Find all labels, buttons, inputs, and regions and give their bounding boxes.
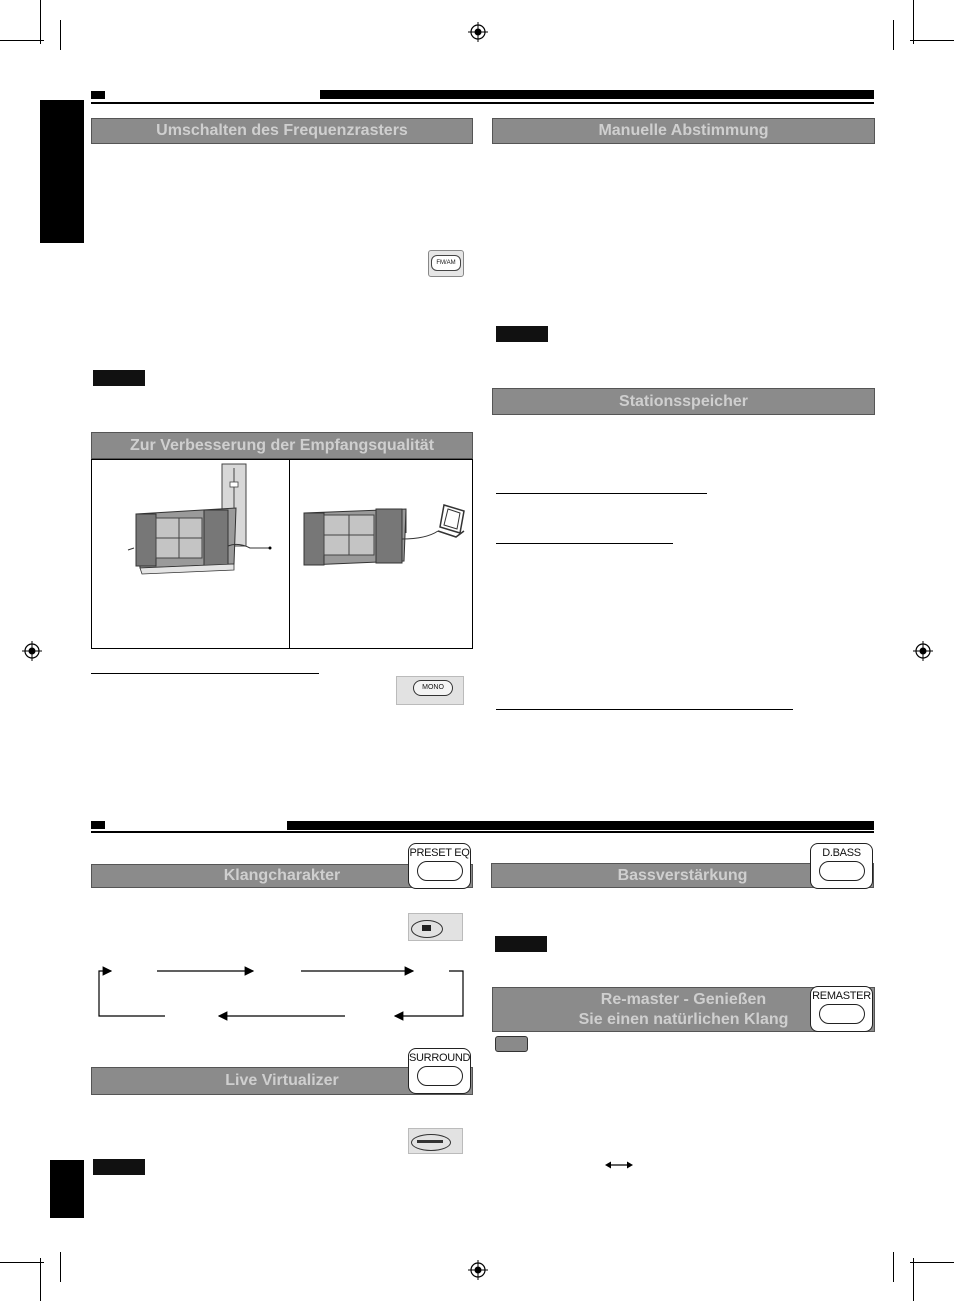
remaster-badge (495, 1036, 528, 1052)
note-badge-live (93, 1159, 145, 1175)
reception-quality-title-text: Zur Verbesserung der Empfangsqualität (129, 436, 435, 454)
eq-indicator (422, 925, 431, 931)
bottom-section-header-rule-thin (91, 831, 874, 833)
registration-mark-left (22, 641, 42, 661)
remaster-title-line1: Re-master - Genießen (600, 990, 767, 1008)
reception-step-underline (91, 673, 319, 674)
remaster-button-label: REMASTER (812, 990, 871, 1002)
surround-button[interactable] (408, 1048, 471, 1094)
station-memory-title-text: Stationsspeicher (619, 392, 748, 410)
remaster-button[interactable] (810, 986, 873, 1032)
remaster-button-key (819, 1004, 865, 1024)
surround-display (408, 1128, 463, 1154)
section-header-rule-thick (320, 90, 874, 99)
language-side-tab (40, 100, 84, 243)
preset-eq-button-key (417, 861, 463, 881)
note-badge-bass (495, 936, 547, 952)
section-header-rule-thin (91, 102, 874, 104)
bass-boost-title-text: Bassverstärkung (617, 866, 748, 884)
preset-eq-button[interactable] (408, 843, 471, 889)
double-arrow-icon (605, 1160, 633, 1170)
registration-mark-top (468, 22, 488, 42)
frequency-step-title (91, 118, 473, 144)
registration-mark-bottom (468, 1260, 488, 1280)
mono-indicator: MONO (413, 680, 453, 696)
station-step-underline-1 (496, 493, 707, 494)
dbass-button-label: D.BASS (822, 847, 861, 859)
eq-display (408, 913, 463, 941)
section-header-marker (91, 91, 105, 99)
remaster-title-line2: Sie einen natürlichen Klang (578, 1010, 789, 1028)
reception-quality-title (91, 432, 473, 459)
surround-indicator (417, 1140, 443, 1143)
station-step-underline-2 (496, 543, 673, 544)
fmam-button[interactable] (428, 250, 464, 277)
station-memory-title (492, 388, 875, 415)
station-step-underline-3 (496, 709, 793, 710)
dbass-button-key (819, 861, 865, 881)
bottom-section-header-rule-thick (287, 821, 874, 830)
am-antenna-illustration (298, 495, 470, 575)
note-badge-right (496, 326, 548, 342)
illustration-divider (289, 459, 290, 649)
mono-display (396, 676, 464, 705)
dbass-button[interactable] (810, 843, 873, 889)
sound-character-title-text: Klangcharakter (223, 867, 341, 884)
manual-tuning-title (492, 118, 875, 144)
registration-mark-right (913, 641, 933, 661)
preset-eq-button-label: PRESET EQ (409, 847, 470, 859)
fm-antenna-illustration (120, 462, 280, 580)
live-virtualizer-title-text: Live Virtualizer (225, 1072, 339, 1089)
note-badge-left (93, 370, 145, 386)
manual-tuning-title-text: Manuelle Abstimmung (598, 122, 769, 139)
surround-button-key (417, 1066, 463, 1086)
eq-cycle-diagram (95, 962, 467, 1022)
frequency-step-title-text: Umschalten des Frequenzrasters (156, 122, 408, 139)
fmam-button-label: FM/AM (431, 255, 461, 271)
surround-button-label: SURROUND (409, 1052, 471, 1064)
bottom-section-header-marker (91, 821, 105, 829)
page-number-tab (50, 1160, 84, 1218)
